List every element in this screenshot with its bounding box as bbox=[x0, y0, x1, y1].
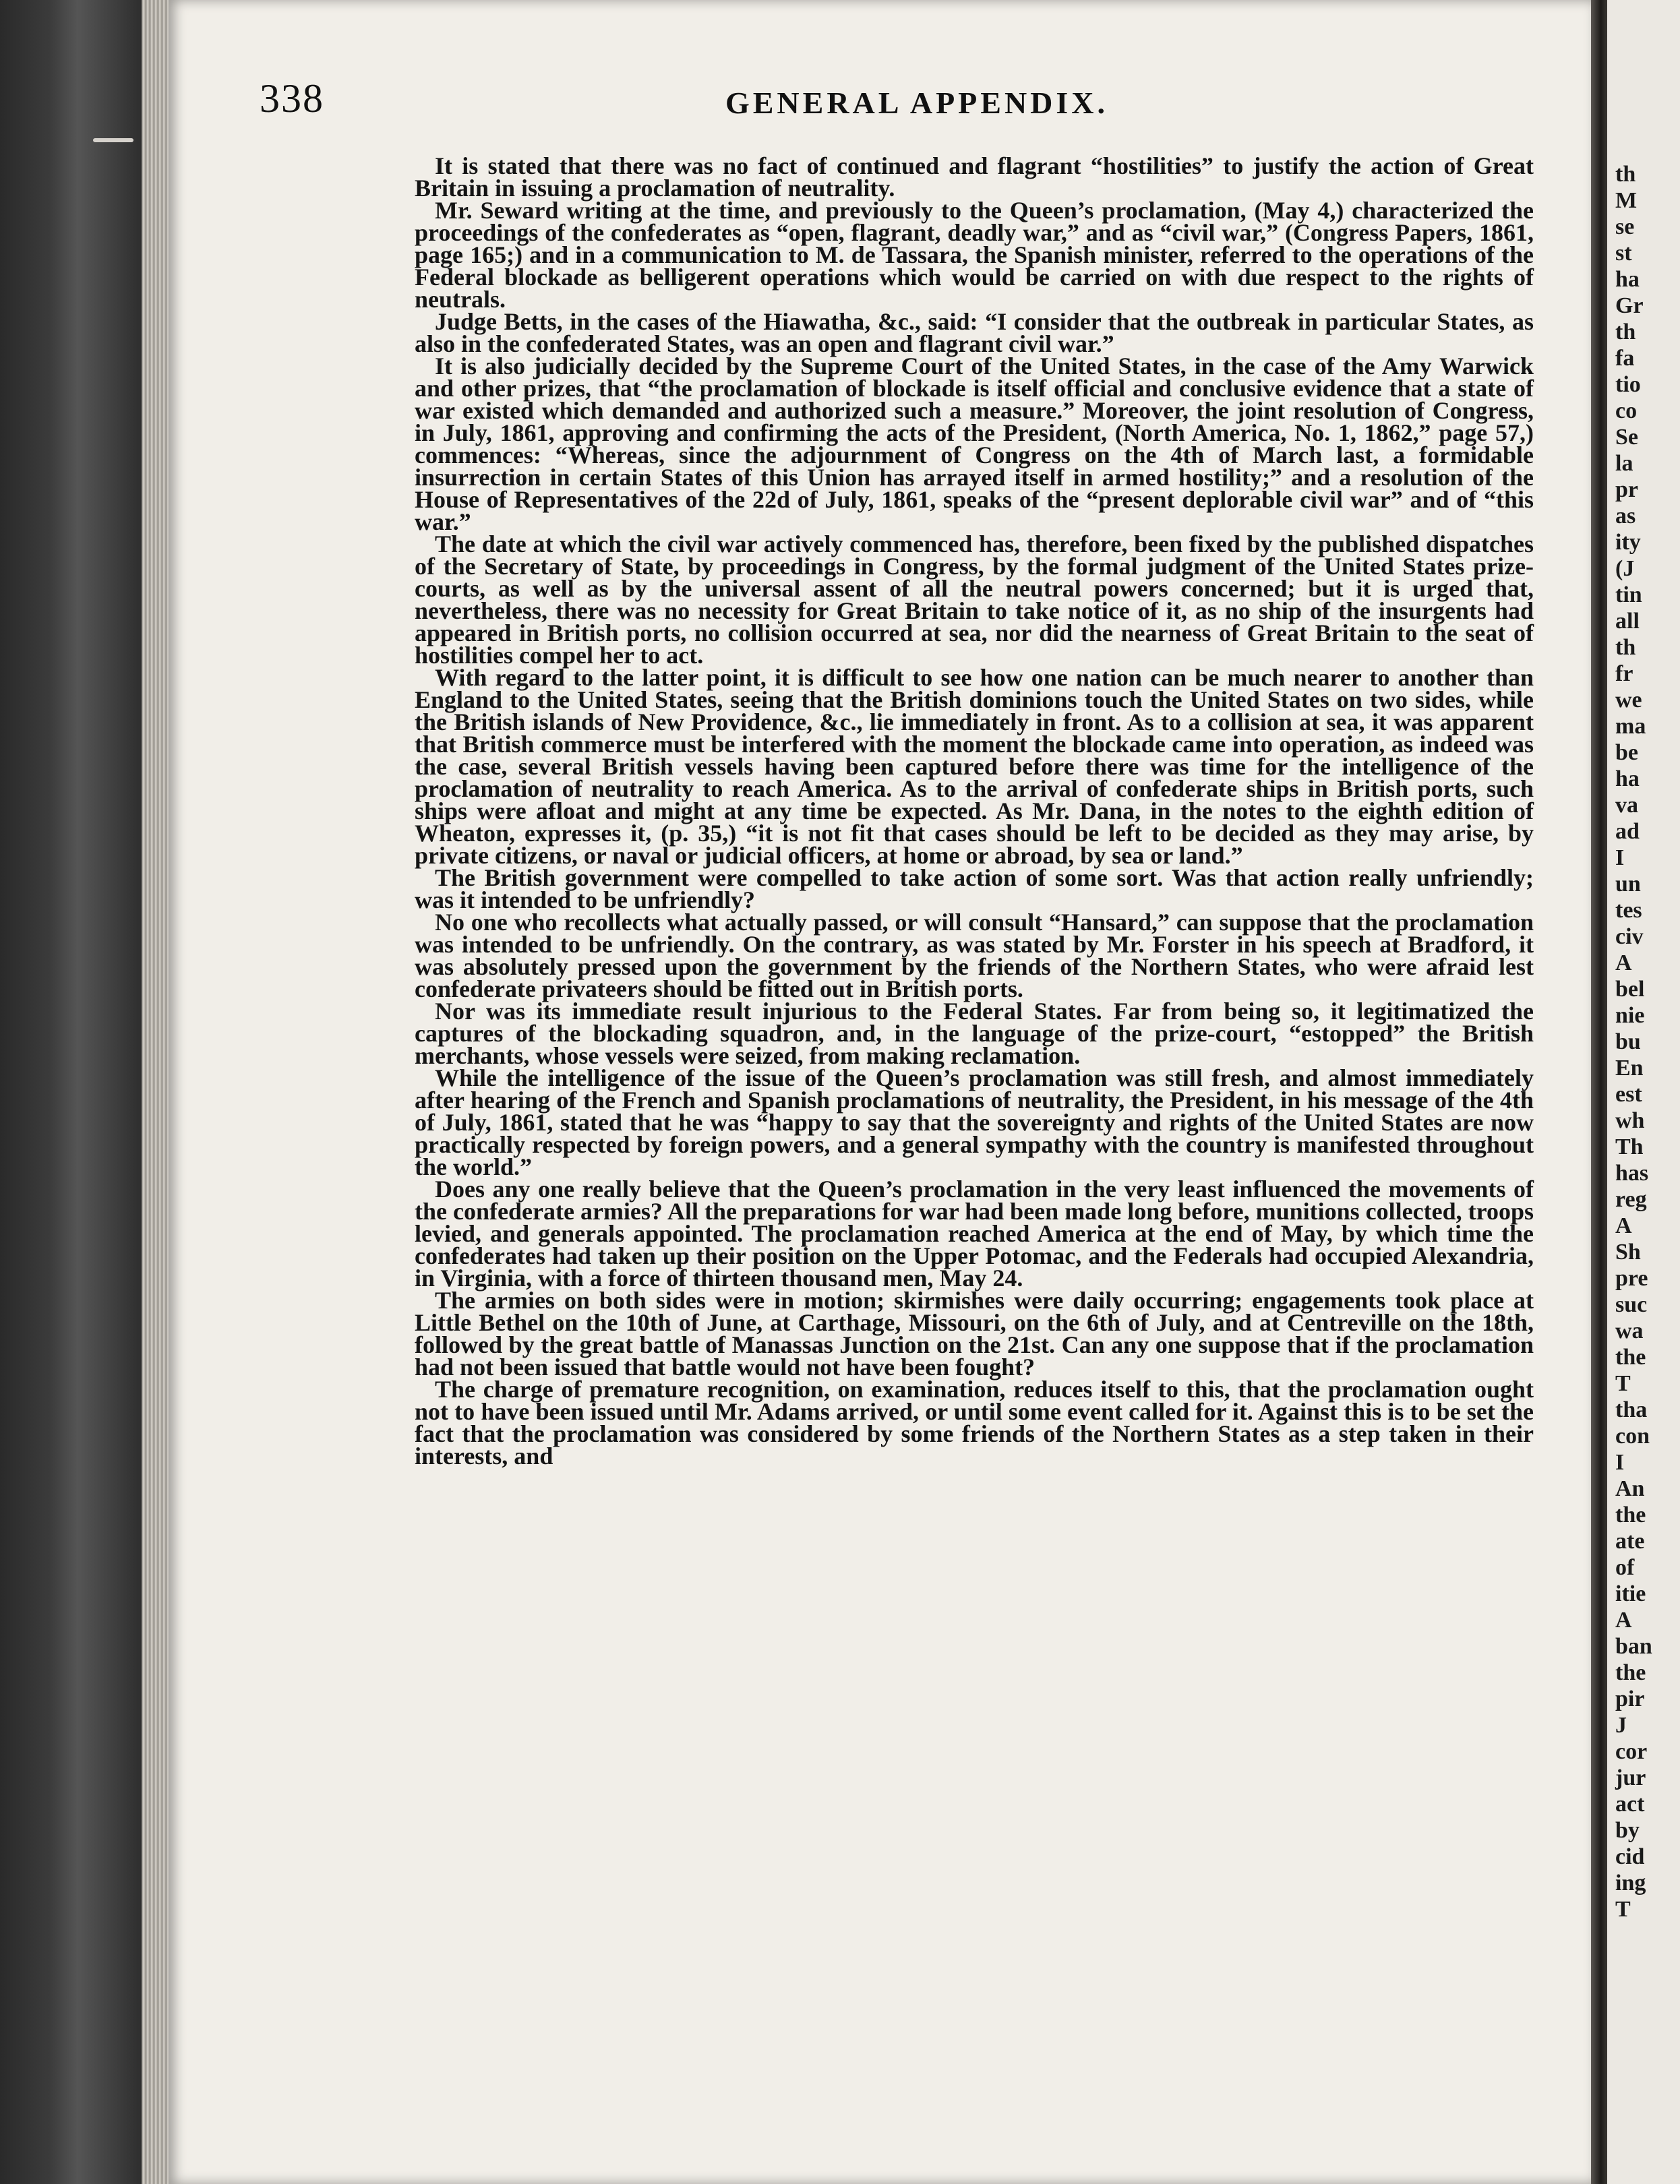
facing-page-fragment: tin bbox=[1615, 582, 1642, 607]
facing-page-fragment: bel bbox=[1615, 977, 1645, 1002]
facing-page-fragment: Sh bbox=[1615, 1240, 1641, 1265]
paragraph: The British government were compelled to take action of some sort. Was that action really unfriendly; was it intended to be unfriendly? bbox=[415, 864, 1534, 913]
facing-page-fragment: Se bbox=[1615, 425, 1638, 450]
paragraph: Mr. Seward writing at the time, and previously to the Queen’s proclamation, (May 4,) characterized the proceedings of the confederates as “open, flagrant, deadly war,” and as “civil war,” (Congress Papers, 1861, page 165;) and in a communication to M. de Tassara, the Spanish minister, referred to the operations of the Federal blockade as belligerent operations which would be carried on with due respect to the rights of neutrals. bbox=[415, 197, 1534, 313]
paragraph: While the intelligence of the issue of the Queen’s proclamation was still fresh, and almost immediately after hearing of the French and Spanish proclamations of neutrality, the President, in his message of the 4th of July, 1861, stated that he was “happy to say that the sovereignty and rights of the United States are now practically respected by foreign powers, and a general sympathy with the country is manifested throughout the world.” bbox=[415, 1064, 1534, 1180]
page-number: 338 bbox=[260, 76, 324, 121]
facing-page-fragment: T bbox=[1615, 1897, 1631, 1922]
facing-page-fragment: the bbox=[1615, 1660, 1646, 1685]
paragraph: It is stated that there was no fact of continued and flagrant “hostilities” to justify the action of Great Britain in issuing a proclamation of neutrality. bbox=[415, 152, 1534, 202]
facing-page-fragment: co bbox=[1615, 398, 1638, 423]
facing-page-fragment: Th bbox=[1615, 1134, 1644, 1159]
paragraph: No one who recollects what actually passed, or will consult “Hansard,” can suppose that the proclamation was intended to be unfriendly. On the contrary, as was stated by Mr. Forster in his speech at Bradford, it was absolutely pressed upon the government by the friends of the Northern States, who were afraid lest confederate privateers should be fitted out in British ports. bbox=[415, 909, 1534, 1002]
paragraph: It is also judicially decided by the Supreme Court of the United States, in the case of the Amy Warwick and other prizes, that “the proclamation of blockade is itself official and conclusive evidence that a state of war existed which demanded and authorized such a measure.” Moreover, the joint resolution of Congress, in July, 1861, approving and confirming the acts of the President, (North America, No. 1, 1862,” page 57,) commences: “Whereas, since the adjournment of Congress on the 4th of March last, a formidable insurrection in certain States of this Union has arrayed itself in armed hostility;” and a resolution of the House of Representatives of the 22d of July, 1861, speaks of the “present deplorable civil war” and of “this war.” bbox=[415, 353, 1534, 535]
facing-page-fragment: wh bbox=[1615, 1108, 1645, 1133]
facing-page-fragment: be bbox=[1615, 740, 1638, 765]
facing-page-fragment: jur bbox=[1615, 1765, 1646, 1790]
facing-page-fragment: cid bbox=[1615, 1844, 1645, 1869]
facing-page-fragment: by bbox=[1615, 1818, 1640, 1843]
facing-page-fragment: the bbox=[1615, 1345, 1646, 1370]
facing-page-fragment: M bbox=[1615, 188, 1638, 213]
facing-page-fragment: act bbox=[1615, 1792, 1645, 1817]
facing-page-fragment: I bbox=[1615, 1450, 1625, 1475]
paragraph: The armies on both sides were in motion; skirmishes were daily occurring; engagements took place at Little Bethel on the 10th of June, at Carthage, Missouri, on the 6th of July, and at Centreville on the 18th, followed by the great battle of Manassas Junction on the 21st. Can any one suppose that if the proclamation had not been issued that battle would not have been fought? bbox=[415, 1287, 1534, 1381]
facing-page-fragment: itie bbox=[1615, 1581, 1646, 1606]
paragraph: The charge of premature recognition, on examination, reduces itself to this, that the proclamation ought not to have been issued until Mr. Adams arrived, or until some event called for it. Against this is to be set the fact that the proclamation was considered by some friends of the Northern States as a step taken in their interests, and bbox=[415, 1376, 1534, 1469]
facing-page-fragment: all bbox=[1615, 609, 1640, 634]
facing-page-fragment: we bbox=[1615, 688, 1642, 712]
body-text bbox=[415, 152, 1534, 1469]
facing-page-fragment: suc bbox=[1615, 1292, 1648, 1317]
facing-page-fragment: ha bbox=[1615, 267, 1640, 292]
facing-page-fragment: pre bbox=[1615, 1266, 1648, 1291]
facing-page-fragment: va bbox=[1615, 793, 1638, 818]
facing-page-fragment: pir bbox=[1615, 1687, 1645, 1711]
paragraph: With regard to the latter point, it is difficult to see how one nation can be much nearer to another than England to the United States, seeing that the British dominions touch the United States on two sides, while the British islands of New Providence, &c., lie immediately in front. As to a collision at sea, it was apparent that British commerce must be interfered with the moment the blockade came into operation, as indeed was the case, several British vessels having been captured before there was time for the intelligence of the proclamation of neutrality to reach America. As to the arrival of confederate ships in British ports, such ships were afloat and might at any time be expected. As Mr. Dana, in the notes to the eighth edition of Wheaton, expresses it, (p. 35,) “it is not fit that cases should be left to be decided as they may arise, by private citizens, or naval or judicial officers, at home or abroad, by sea or land.” bbox=[415, 664, 1534, 869]
facing-page-fragment: ma bbox=[1615, 714, 1646, 739]
page-header bbox=[260, 75, 1574, 129]
facing-page-fragment: En bbox=[1615, 1056, 1644, 1081]
facing-page-fragment: A bbox=[1615, 1213, 1632, 1238]
paragraph: Judge Betts, in the cases of the Hiawatha, &c., said: “I consider that the outbreak in particular States, as also in the confederated States, was an open and flagrant civil war.” bbox=[415, 308, 1534, 357]
facing-page-fragment: tio bbox=[1615, 372, 1641, 397]
facing-page-fragment: tes bbox=[1615, 898, 1642, 923]
paragraph: Does any one really believe that the Queen’s proclamation in the very least influenced the movements of the confederate armies? All the preparations for war had been made long before, munitions collected, troops levied, and generals appointed. The proclamation reached America at the end of May, by which time the confederates had taken up their position on the Upper Potomac, and the Federals had occupied Alexandria, in Virginia, with a force of thirteen thousand men, May 24. bbox=[415, 1176, 1534, 1292]
facing-page-fragment: st bbox=[1615, 241, 1632, 266]
facing-page-fragment: the bbox=[1615, 1503, 1646, 1527]
facing-page-fragment: as bbox=[1615, 504, 1636, 528]
facing-page-fragment: nie bbox=[1615, 1003, 1645, 1028]
facing-page-fragment: th bbox=[1615, 162, 1636, 187]
facing-page-fragment: se bbox=[1615, 214, 1635, 239]
page-edges bbox=[142, 0, 169, 2184]
facing-page-fragment: est bbox=[1615, 1082, 1642, 1107]
facing-page-fragment: civ bbox=[1615, 924, 1644, 949]
facing-page-fragment: of bbox=[1615, 1555, 1635, 1580]
facing-page-fragment: ate bbox=[1615, 1529, 1645, 1554]
facing-page-fragment: ad bbox=[1615, 819, 1640, 844]
margin-mark bbox=[93, 138, 133, 142]
facing-page-fragment: J bbox=[1615, 1713, 1627, 1738]
facing-page-fragment: ha bbox=[1615, 766, 1640, 791]
facing-page-fragment: ity bbox=[1615, 530, 1641, 555]
paragraph: Nor was its immediate result injurious to the Federal States. Far from being so, it legitimatized the captures of the blockading squadron, and, in the language of the prize-court, “estopped” the British merchants, whose vessels were seized, from making reclamation. bbox=[415, 998, 1534, 1069]
facing-page-fragment: fr bbox=[1615, 661, 1633, 686]
facing-page-fragment: fa bbox=[1615, 346, 1635, 371]
facing-page-fragment: T bbox=[1615, 1371, 1631, 1396]
facing-page-fragment: reg bbox=[1615, 1187, 1647, 1212]
facing-page-fragment: th bbox=[1615, 635, 1636, 660]
book-binding-shadow bbox=[0, 0, 142, 2184]
facing-page-fragment: bu bbox=[1615, 1029, 1641, 1054]
facing-page-fragment: has bbox=[1615, 1161, 1649, 1186]
facing-page-fragment: pr bbox=[1615, 477, 1638, 502]
facing-page-fragment: ban bbox=[1615, 1634, 1652, 1659]
facing-page-fragment: A bbox=[1615, 1608, 1632, 1633]
facing-page-fragment: A bbox=[1615, 950, 1632, 975]
facing-page-edge bbox=[1607, 0, 1680, 2184]
facing-page-fragment: ing bbox=[1615, 1871, 1646, 1895]
facing-page-fragment: (J bbox=[1615, 556, 1635, 581]
facing-page-fragment: wa bbox=[1615, 1318, 1644, 1343]
running-title: GENERAL APPENDIX. bbox=[725, 86, 1109, 120]
facing-page-fragment: con bbox=[1615, 1424, 1650, 1449]
facing-page-fragment: cor bbox=[1615, 1739, 1648, 1764]
facing-page-fragment: I bbox=[1615, 845, 1625, 870]
facing-page-fragment: Gr bbox=[1615, 293, 1644, 318]
facing-page-fragment: tha bbox=[1615, 1397, 1648, 1422]
facing-page-fragment: la bbox=[1615, 451, 1633, 476]
facing-page-fragment: un bbox=[1615, 872, 1641, 897]
facing-page-fragment: th bbox=[1615, 320, 1636, 344]
facing-page-fragment: An bbox=[1615, 1476, 1645, 1501]
book-gutter bbox=[1591, 0, 1607, 2184]
paragraph: The date at which the civil war actively commenced has, therefore, been fixed by the published dispatches of the Secretary of State, by proceedings in Congress, by the formal judgment of the United States prize-courts, as well as by the universal assent of all the neutral powers concerned; but it is urged that, nevertheless, there was no necessity for Great Britain to take notice of it, as no ship of the insurgents had appeared in British ports, no collision occurred at sea, nor did the nearness of Great Britain to the seat of hostilities compel her to act. bbox=[415, 530, 1534, 669]
